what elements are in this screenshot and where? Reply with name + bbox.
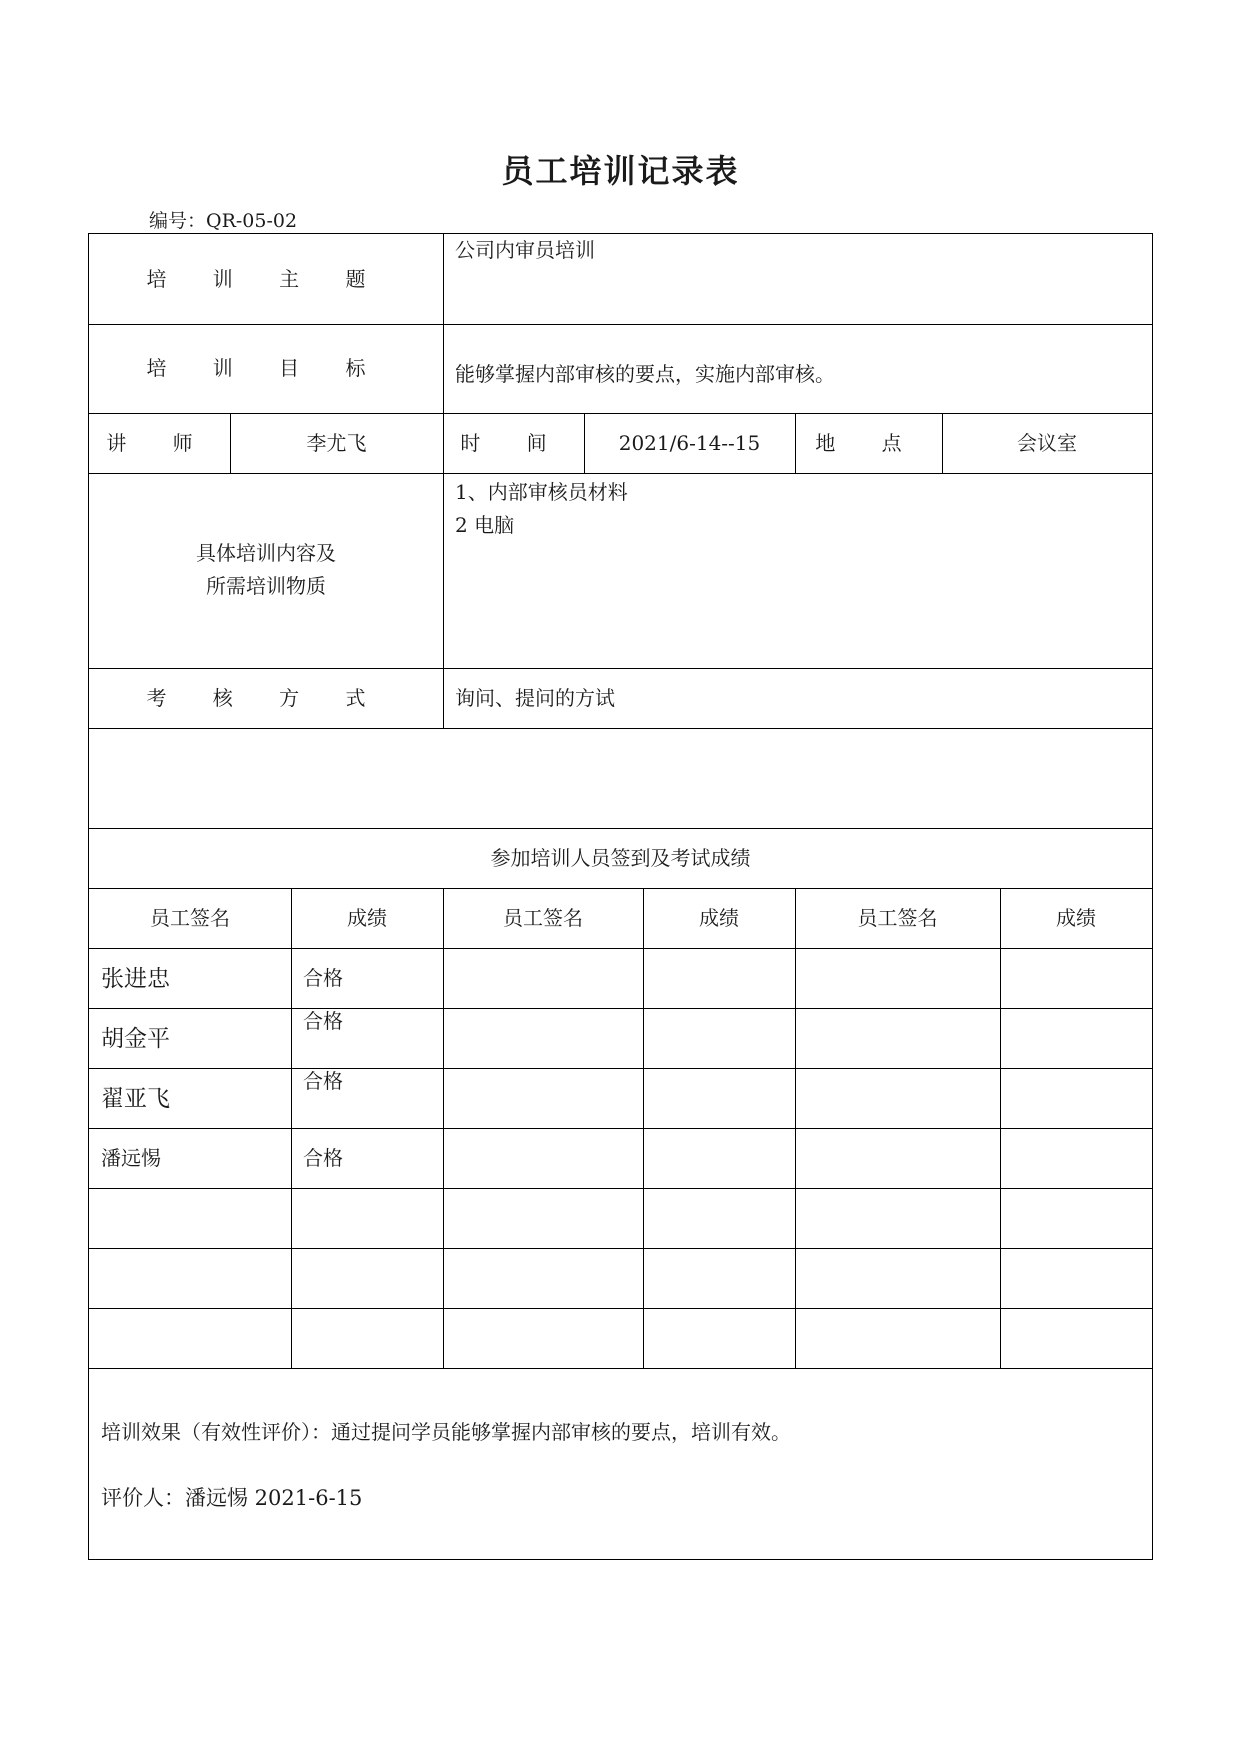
goal-value: 能够掌握内部审核的要点，实施内部审核。 [455, 362, 835, 386]
goal-label: 培 训 目 标 [146, 356, 386, 380]
signin-name: 翟亚飞 [101, 1086, 170, 1112]
lecturer-label: 讲 师 [106, 431, 213, 455]
assessment-label: 考 核 方 式 [146, 686, 386, 710]
header-signature-3: 员工签名 [857, 906, 938, 930]
training-record-form [88, 233, 1153, 1560]
content-label-line2: 所需培训物质 [206, 574, 326, 598]
topic-value: 公司内审员培训 [455, 238, 595, 262]
signin-score: 合格 [303, 1069, 343, 1093]
header-score-1: 成绩 [347, 906, 387, 930]
signin-name: 张进忠 [101, 966, 170, 992]
content-line2: 2 电脑 [455, 513, 515, 537]
lecturer-value: 李尤飞 [306, 431, 367, 455]
document-code: 编号：QR-05-02 [149, 210, 298, 232]
time-value: 2021/6-14--15 [618, 431, 761, 455]
time-label: 时 间 [460, 431, 567, 455]
place-label: 地 点 [815, 431, 922, 455]
header-score-3: 成绩 [1056, 906, 1096, 930]
assessment-value: 询问、提问的方试 [455, 686, 615, 710]
signin-title: 参加培训人员签到及考试成绩 [490, 846, 751, 870]
content-line1: 1、内部审核员材料 [455, 480, 628, 504]
training-effect-text: 培训效果（有效性评价）：通过提问学员能够掌握内部审核的要点，培训有效。 [101, 1420, 791, 1444]
signin-name: 潘远惕 [101, 1146, 161, 1170]
signin-name: 胡金平 [101, 1026, 170, 1052]
content-label-line1: 具体培训内容及 [196, 541, 336, 565]
topic-label: 培 训 主 题 [146, 267, 386, 291]
signin-score: 合格 [303, 966, 343, 990]
signin-score: 合格 [303, 1009, 343, 1033]
evaluator-line: 评价人：潘远惕 2021-6-15 [101, 1486, 363, 1510]
place-value: 会议室 [1017, 431, 1077, 455]
form-title: 员工培训记录表 [501, 152, 740, 190]
header-score-2: 成绩 [699, 906, 739, 930]
header-signature-2: 员工签名 [503, 906, 583, 930]
signin-score: 合格 [303, 1146, 343, 1170]
header-signature-1: 员工签名 [150, 906, 230, 930]
